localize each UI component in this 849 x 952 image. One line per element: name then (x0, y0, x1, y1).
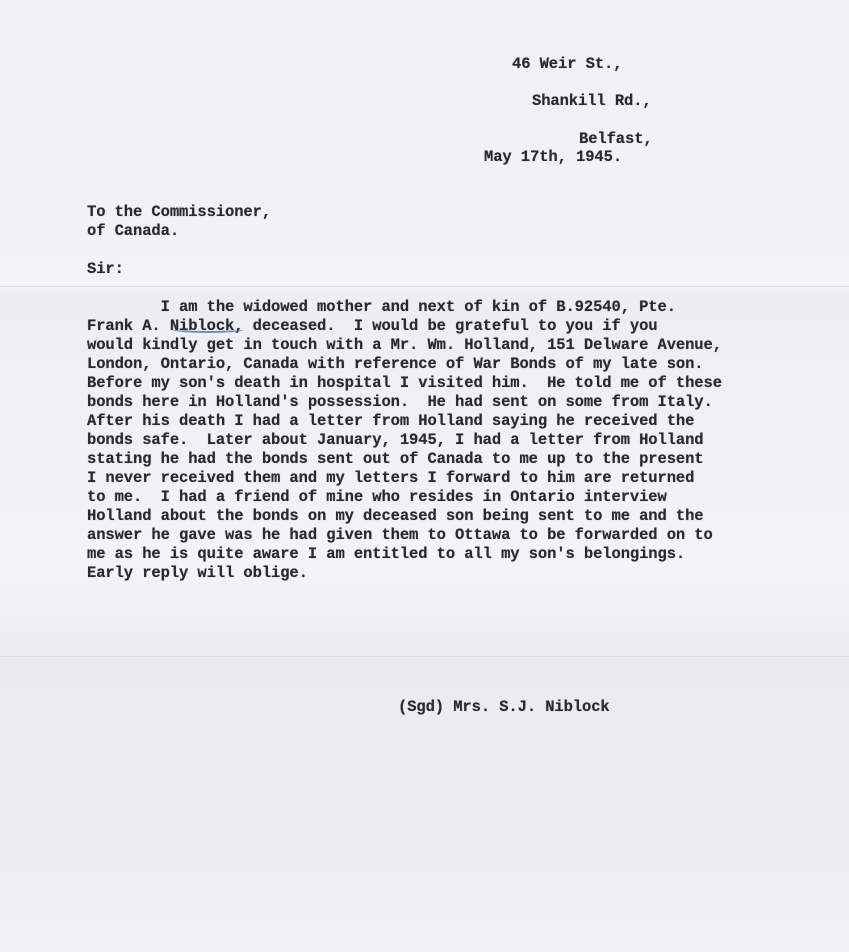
paper-fold (0, 656, 849, 657)
salutation: Sir: (87, 260, 124, 278)
address-road: Shankill Rd., (532, 92, 652, 110)
body-line: stating he had the bonds sent out of Canada to me up to the present (87, 450, 704, 468)
body-line: I never received them and my letters I forward to him are returned (87, 469, 695, 487)
signature: (Sgd) Mrs. S.J. Niblock (398, 698, 610, 716)
body-line: Holland about the bonds on my deceased son being sent to me and the (87, 507, 704, 525)
letter-date: May 17th, 1945. (484, 148, 623, 166)
body-line: Early reply will oblige. (87, 564, 308, 582)
body-line: After his death I had a letter from Holland saying he received the (87, 412, 695, 430)
body-line: bonds here in Holland's possession. He had sent on some from Italy. (87, 393, 713, 411)
body-line: Before my son's death in hospital I visited him. He told me of these (87, 374, 722, 392)
body-line: London, Ontario, Canada with reference of War Bonds of my late son. (87, 355, 704, 373)
body-line: would kindly get in touch with a Mr. Wm. Holland, 151 Delware Avenue, (87, 336, 722, 354)
paper-fold (0, 286, 849, 287)
address-street: 46 Weir St., (512, 55, 623, 73)
body-line: to me. I had a friend of mine who resides in Ontario interview (87, 488, 667, 506)
body-line: bonds safe. Later about January, 1945, I had a letter from Holland (87, 431, 704, 449)
recipient-line: To the Commissioner, (87, 203, 272, 221)
ink-underline-mark (172, 326, 244, 333)
body-line: I am the widowed mother and next of kin of B.92540, Pte. (87, 298, 676, 316)
address-city: Belfast, (579, 130, 653, 148)
body-line: Frank A. Niblock, deceased. I would be grateful to you if you (87, 317, 658, 335)
body-line: answer he gave was he had given them to Ottawa to be forwarded on to (87, 526, 713, 544)
recipient-line: of Canada. (87, 222, 180, 240)
body-line: me as he is quite aware I am entitled to all my son's belongings. (87, 545, 686, 563)
